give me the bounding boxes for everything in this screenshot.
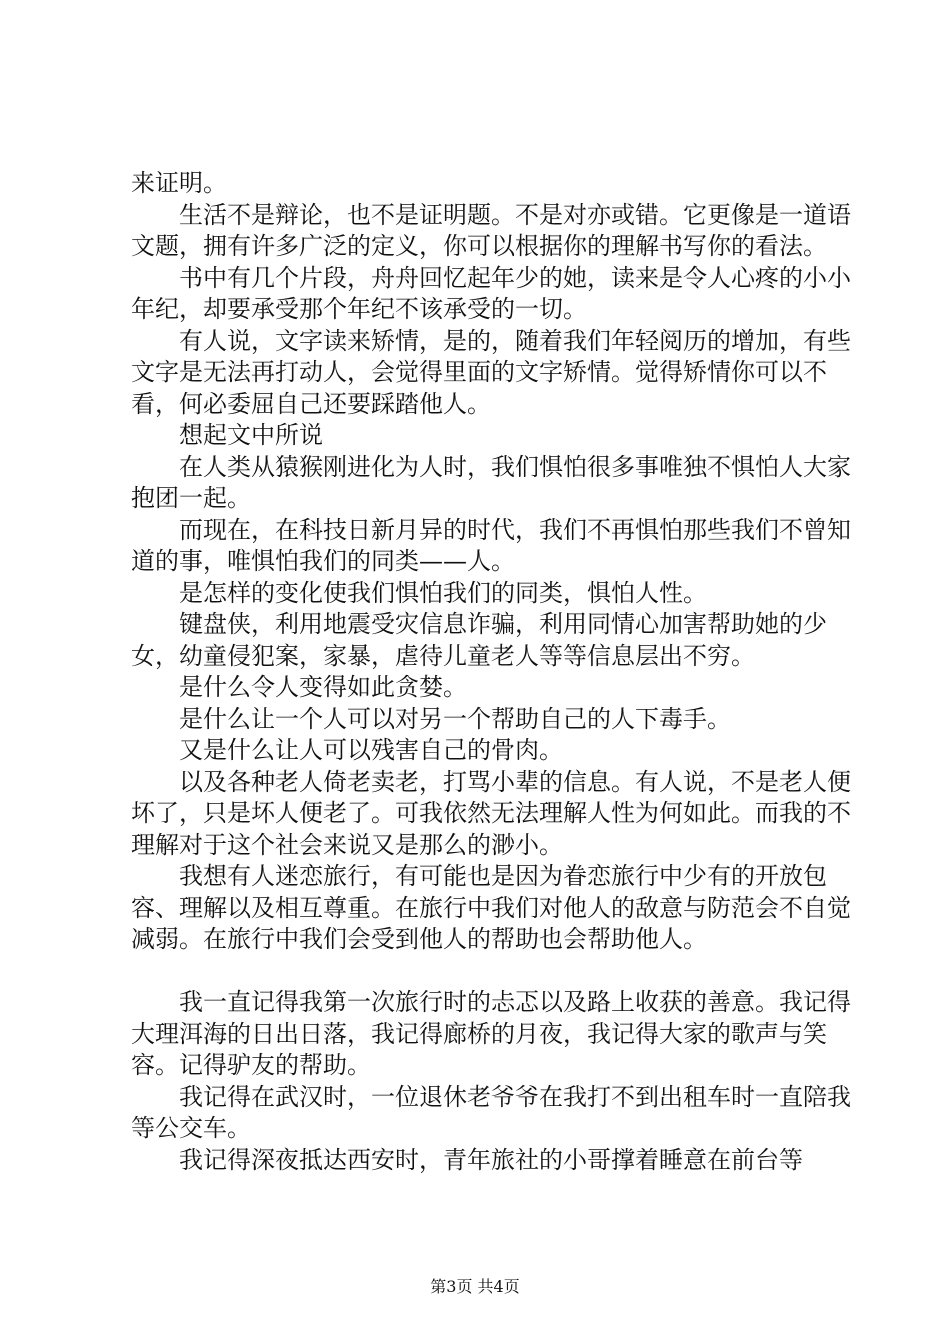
paragraph: 我记得深夜抵达西安时，青年旅社的小哥撑着睡意在前台等 (179, 1145, 803, 1174)
paragraph: 书中有几个片段，舟舟回忆起年少的她，读来是令人心疼的小小年纪，却要承受那个年纪不该承受的一切。 (131, 263, 851, 323)
paragraph: 在人类从猿猴刚进化为人时，我们惧怕很多事唯独不惧怕人大家抱团一起。 (131, 452, 851, 512)
paragraph: 以及各种老人倚老卖老，打骂小辈的信息。有人说，不是老人便坏了，只是坏人便老了。可我依然无法理解人性为何如此。而我的不理解对于这个社会来说又是那么的渺小。 (131, 767, 851, 859)
paragraph: 我一直记得我第一次旅行时的忐忑以及路上收获的善意。我记得大理洱海的日出日落，我记得廊桥的月夜，我记得大家的歌声与笑容。记得驴友的帮助。 (131, 988, 851, 1079)
page-number-label: 第3页 共4页 (430, 1277, 520, 1296)
paragraph: 又是什么让人可以残害自己的骨肉。 (179, 736, 563, 764)
document-body (131, 168, 851, 1176)
paragraph: 有人说，文字读来矫情，是的，随着我们年轻阅历的增加，有些文字是无法再打动人，会觉得里面的文字矫情。觉得矫情你可以不看，何必委屈自己还要踩踏他人。 (131, 326, 851, 418)
paragraph: 生活不是辩论，也不是证明题。不是对亦或错。它更像是一道语文题，拥有许多广泛的定义，你可以根据你的理解书写你的看法。 (131, 200, 851, 260)
paragraph: 想起文中所说 (179, 421, 323, 449)
paragraph: 是什么令人变得如此贪婪。 (179, 673, 467, 701)
paragraph: 我想有人迷恋旅行，有可能也是因为眷恋旅行中少有的开放包容、理解以及相互尊重。在旅行中我们对他人的敌意与防范会不自觉减弱。在旅行中我们会受到他人的帮助也会帮助他人。 (131, 862, 851, 953)
paragraph: 而现在，在科技日新月异的时代，我们不再惧怕那些我们不曾知道的事，唯惧怕我们的同类——人。 (131, 515, 851, 575)
paragraph: 是什么让一个人可以对另一个帮助自己的人下毒手。 (179, 704, 731, 733)
paragraph: 我记得在武汉时，一位退休老爷爷在我打不到出租车时一直陪我等公交车。 (131, 1082, 851, 1142)
page-footer (0, 1274, 950, 1297)
paragraph: 是怎样的变化使我们惧怕我们的同类，惧怕人性。 (179, 578, 707, 607)
paragraph: 键盘侠，利用地震受灾信息诈骗，利用同情心加害帮助她的少女，幼童侵犯案，家暴，虐待儿童老人等等信息层出不穷。 (131, 610, 827, 670)
paragraph: 来证明。 (131, 169, 227, 197)
